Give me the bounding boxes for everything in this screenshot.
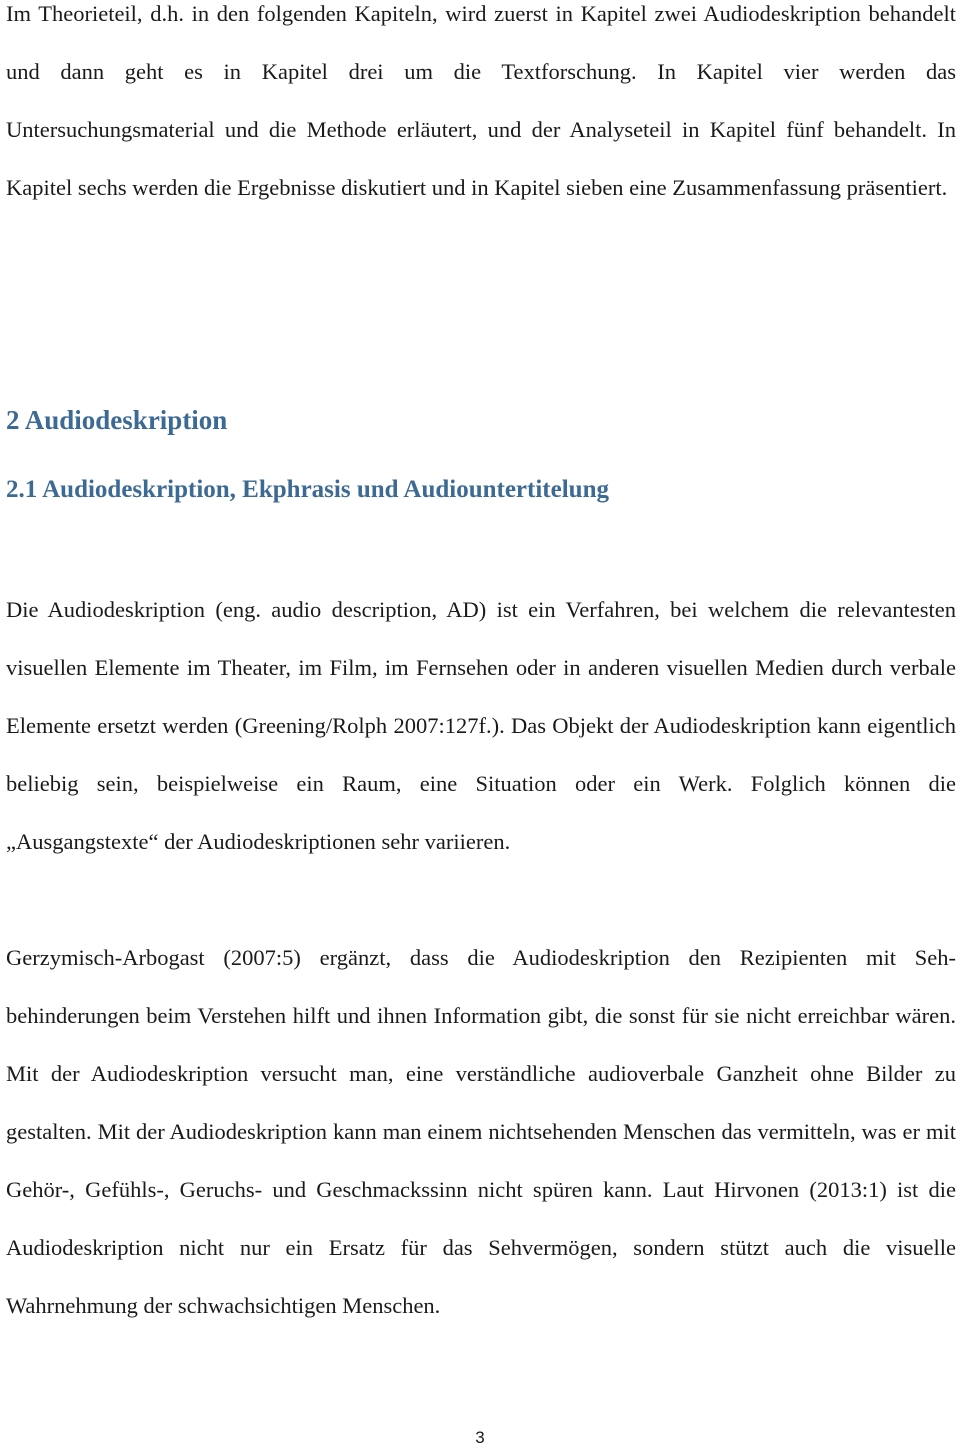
page-number: 3: [475, 1428, 485, 1447]
intro-paragraph: Im Theorieteil, d.h. in den folgenden Kapiteln, wird zuerst in Kapitel zwei Audiodeskription behandelt und dann geht es in Kapitel drei um die Textforschung. In Kapitel vier werden das Untersuchungsmaterial und die Methode erläutert, und der Analyseteil in Kapitel fünf behandelt. In Kapitel sechs werden die Ergebnisse diskutiert und in Kapitel sieben eine Zusammenfassung präsentiert.: [6, 1, 956, 200]
chapter-heading: 2 Audiodeskription: [6, 405, 228, 435]
body-paragraph-1: Die Audiodeskription (eng. audio description, AD) ist ein Verfahren, bei welchem die relevantesten visuellen Elemente im Theater, im Film, im Fernsehen oder in anderen visuellen Medien durch verbale Elemente ersetzt werden (Greening/Rolph 2007:127f.). Das Objekt der Audiodeskription kann eigentlich beliebig sein, beispielweise ein Raum, eine Situation oder ein Werk. Folglich können die „Ausgangstexte“ der Audiodeskriptionen sehr variieren.: [6, 597, 956, 854]
section-heading: 2.1 Audiodeskription, Ekphrasis und Audiountertitelung: [6, 476, 609, 503]
body-paragraph-2: Gerzymisch-Arbogast (2007:5) ergänzt, dass die Audiodeskription den Rezipienten mit Sehbehinderungen beim Verstehen hilft und ihnen Information gibt, die sonst für sie nicht erreichbar wären. Mit der Audiodeskription versucht man, eine verständliche audioverbale Ganzheit ohne Bilder zu gestalten. Mit der Audiodeskription kann man einem nichtsehenden Menschen das vermitteln, was er mit Gehör-, Gefühls-, Geruchs- und Geschmackssinn nicht spüren kann. Laut Hirvonen (2013:1) ist die Audiodeskription nicht nur ein Ersatz für das Sehvermögen, sondern stützt auch die visuelle Wahrnehmung der schwachsichtigen Menschen.: [6, 945, 956, 1318]
